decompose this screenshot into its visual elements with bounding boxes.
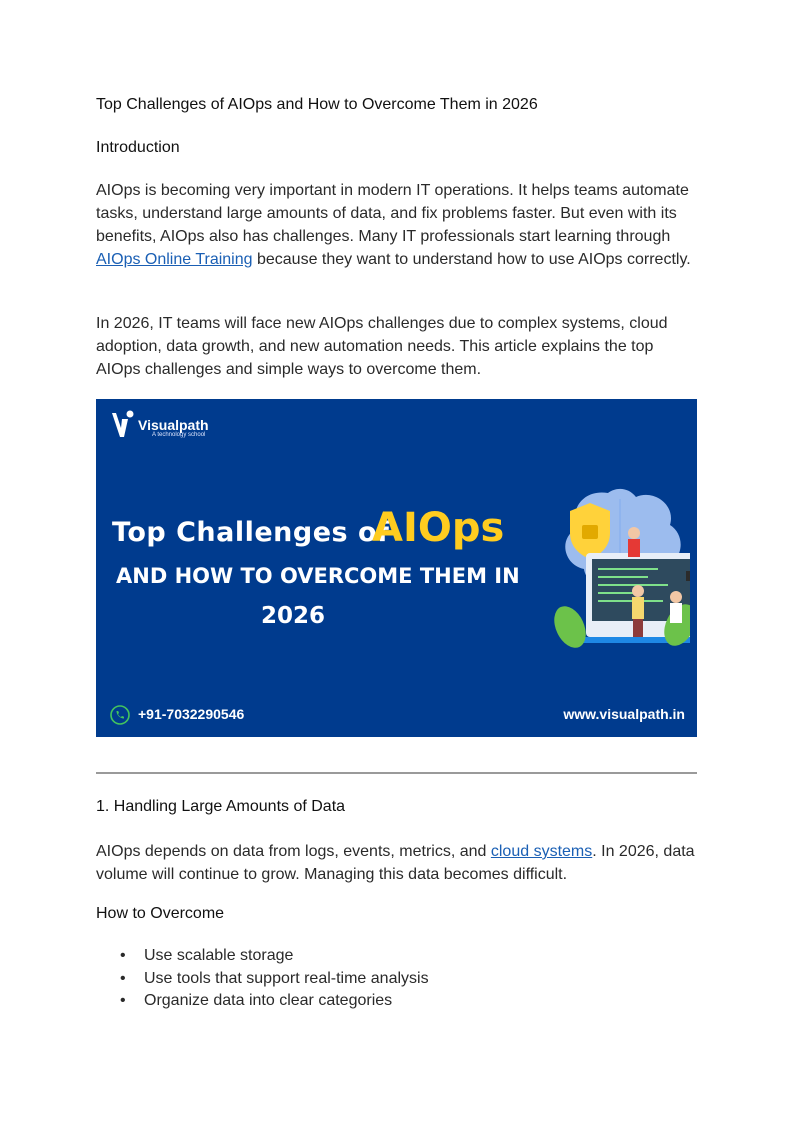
banner-headline-highlight: AIOps <box>372 505 505 551</box>
list-item <box>96 990 429 1013</box>
list-item-text: Use tools that support real-time analysis <box>144 969 429 987</box>
bullet-icon: • <box>120 969 126 987</box>
introduction-heading: Introduction <box>96 139 180 156</box>
intro-text-after-link: because they want to understand how to use AIOps correctly. <box>252 251 691 268</box>
ai-illustration-icon <box>458 481 690 657</box>
list-item <box>96 945 429 968</box>
banner-phone-number: +91-7032290546 <box>138 706 245 722</box>
banner-logo-tagline: A technology school <box>152 432 206 438</box>
banner-headline-year: 2026 <box>261 603 326 629</box>
aiops-training-link[interactable]: AIOps Online Training <box>96 251 253 268</box>
visualpath-logo-icon <box>110 409 136 439</box>
banner-headline-line1: Top Challenges of <box>112 517 390 548</box>
how-to-overcome-heading: How to Overcome <box>96 905 225 922</box>
list-item-text: Use scalable storage <box>144 947 294 964</box>
intro-paragraph-2: In 2026, IT teams will face new AIOps challenges due to complex systems, cloud adoption, data growth, and new automation needs. This article explains the top AIOps challenges and simple ways to overcome them. <box>96 315 668 378</box>
cloud-systems-link[interactable]: cloud systems <box>490 843 593 860</box>
banner-logo-name: Visualpath <box>138 417 209 433</box>
section1-text-after-link: . In 2026, data volume will continue to grow. Managing this data becomes difficult. <box>96 843 695 883</box>
list-item <box>96 968 429 991</box>
banner-website: www.visualpath.in <box>563 706 685 722</box>
section1-text-before-link: AIOps depends on data from logs, events, metrics, and <box>96 843 491 860</box>
banner-headline-line2: AND HOW TO OVERCOME THEM IN <box>116 564 520 588</box>
intro-text-before-link: AIOps is becoming very important in modern IT operations. It helps teams automate tasks, understand large amounts of data, and fix problems faster. But even with its benefits, AIOps also has challenges. Many IT professionals start learning through <box>96 182 689 245</box>
section1-heading: 1. Handling Large Amounts of Data <box>96 798 346 815</box>
section-divider <box>96 772 697 774</box>
document-title: Top Challenges of AIOps and How to Overcome Them in 2026 <box>96 96 538 113</box>
hero-banner-image <box>96 399 697 737</box>
overcome-bullet-list <box>96 945 429 1013</box>
phone-icon <box>110 705 130 725</box>
bullet-icon: • <box>120 947 126 964</box>
bullet-icon: • <box>120 992 126 1009</box>
list-item-text: Organize data into clear categories <box>144 992 393 1009</box>
intro-paragraph-1 <box>96 179 701 271</box>
section1-paragraph <box>96 840 701 886</box>
